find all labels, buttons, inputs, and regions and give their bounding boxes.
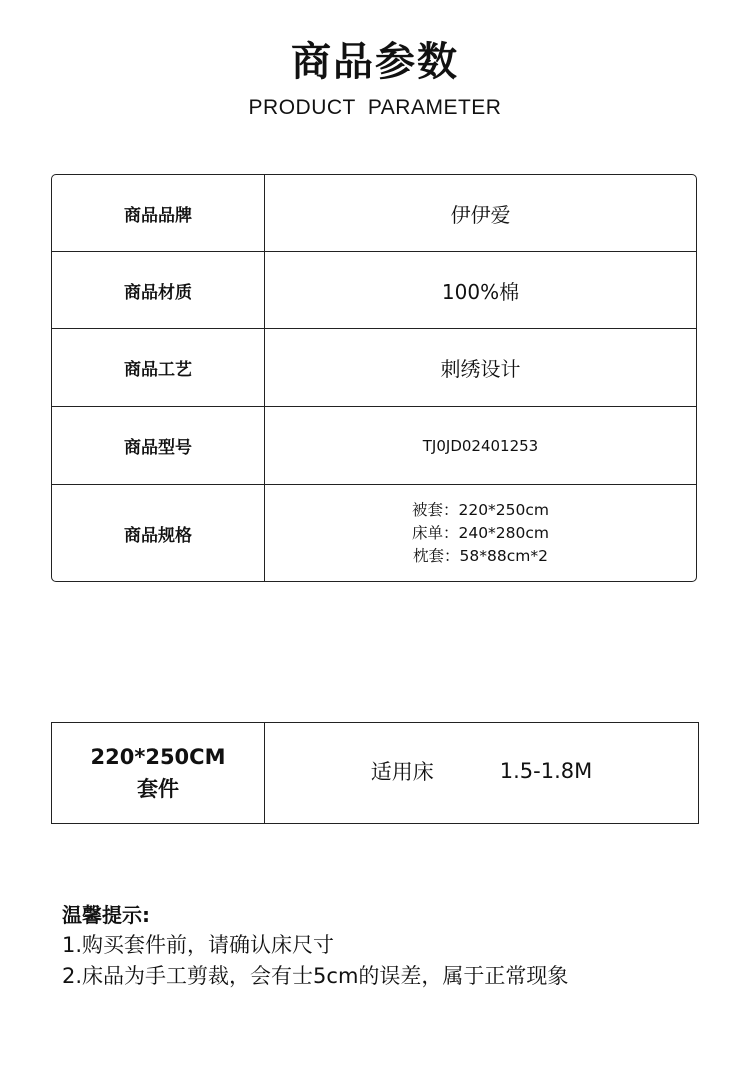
table-row-craft [52, 329, 696, 407]
model-value: TJ0JD02401253 [422, 436, 539, 455]
spec-value [265, 485, 696, 581]
size-label-dimensions: 220*250CM [90, 745, 226, 769]
tips-section [62, 900, 722, 992]
bed-label: 适用床 [370, 760, 434, 784]
bed-size: 1.5-1.8M [499, 759, 593, 783]
tips-heading: 温馨提示: [62, 903, 150, 927]
brand-label: 商品品牌 [52, 175, 265, 251]
page-subtitle: PRODUCT PARAMETER [248, 96, 502, 119]
brand-value: 伊伊爱 [450, 202, 511, 227]
spec-label: 商品规格 [52, 485, 265, 581]
craft-label: 商品工艺 [52, 329, 265, 406]
size-label [52, 723, 265, 823]
page-title: 商品参数 [291, 39, 459, 85]
table-row-model [52, 407, 696, 485]
parameter-table [51, 174, 697, 582]
spec-line-pillowcase: 枕套：58*88cm*2 [413, 546, 548, 565]
material-value: 100%棉 [441, 279, 520, 304]
table-row-spec [52, 485, 696, 581]
size-label-set: 套件 [137, 777, 179, 801]
table-row-brand [52, 175, 696, 252]
material-label: 商品材质 [52, 252, 265, 328]
spec-line-sheet: 床单：240*280cm [411, 523, 550, 542]
size-value [265, 723, 698, 823]
table-row-material [52, 252, 696, 329]
craft-value: 刺绣设计 [440, 357, 521, 381]
model-label: 商品型号 [52, 407, 265, 484]
size-table [51, 722, 699, 824]
tips-line-2: 2.床品为手工剪裁，会有士5cm的误差，属于正常现象 [62, 964, 569, 988]
tips-line-1: 1.购买套件前，请确认床尺寸 [62, 933, 335, 957]
spec-line-duvet: 被套：220*250cm [411, 500, 550, 519]
